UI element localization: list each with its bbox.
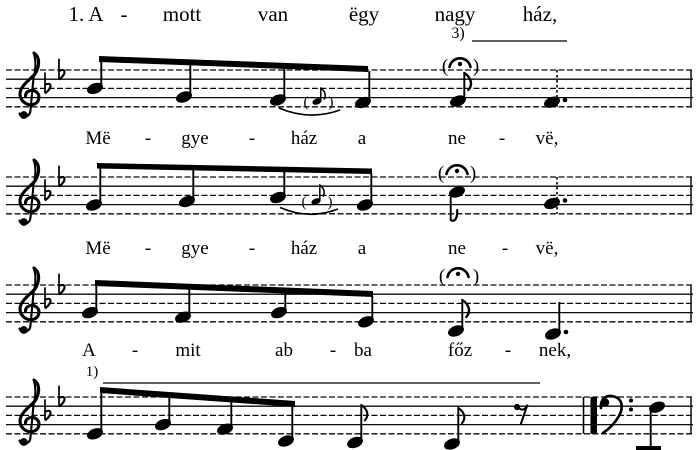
paren-glyph: ) (472, 266, 480, 287)
lyric-syllable: főz (447, 340, 473, 361)
paren-glyph: ( (441, 56, 449, 77)
cutoff-note-artifact (636, 446, 661, 450)
lyric-syllable: nek, (538, 340, 572, 361)
lyric-hyphen: - (504, 340, 512, 361)
footnote-marker-1: 1) (85, 364, 99, 380)
paren-glyph: ( (438, 266, 446, 287)
lyric-syllable: Më (85, 128, 111, 149)
lyric-syllable: Më (85, 238, 111, 259)
lyric-syllable: ab (275, 340, 293, 361)
lyric-hyphen: - (501, 238, 509, 259)
footnote-marker-3: 3) (451, 25, 465, 42)
lyric-hyphen: - (248, 128, 256, 149)
lyric-hyphen: - (144, 238, 152, 259)
bass-clef-icon (601, 396, 633, 433)
paren-glyph: ) (469, 163, 477, 184)
lyric-syllable: vë, (535, 238, 559, 259)
flat-sign-icon (59, 59, 65, 80)
eighth-flag (462, 300, 469, 317)
flat-sign-icon (59, 274, 65, 295)
lyric-syllable: ház, (522, 2, 558, 26)
grace-note-parenthesized (279, 88, 340, 115)
dotted-note-head (542, 196, 561, 212)
lyric-syllable: van (257, 2, 289, 26)
double-bar-thick (591, 397, 598, 434)
flat-sign-icon (45, 179, 51, 200)
flat-sign-icon (59, 166, 65, 187)
eighth-flag (464, 73, 471, 90)
beam (97, 163, 372, 174)
eighth-flag (451, 210, 458, 221)
lyric-syllable: vë, (535, 128, 559, 149)
lyric-syllable: ba (354, 340, 372, 361)
treble-clef-icon (20, 268, 39, 334)
paren-glyph: ( (303, 94, 309, 111)
lyric-hyphen: - (329, 340, 337, 361)
augmentation-dot (563, 198, 568, 203)
grace-note-parenthesized (280, 185, 338, 214)
lyric-syllable: ház (290, 128, 318, 149)
lyric-syllable: A (82, 340, 96, 361)
lyric-hyphen: - (144, 128, 152, 149)
lyric-syllable: nagy (434, 2, 476, 26)
flat-sign-icon (59, 386, 65, 407)
flat-sign-icon (45, 287, 51, 308)
staff-4 (6, 380, 693, 450)
lyric-hyphen: - (248, 238, 256, 259)
paren-glyph: ) (327, 194, 333, 211)
dotted-note-head (542, 94, 561, 110)
lyric-syllable: 1. A (68, 2, 104, 26)
lyric-hyphen: - (498, 128, 506, 149)
lyric-hyphen: - (131, 340, 139, 361)
lyric-syllable: a (357, 128, 367, 149)
flat-sign-icon (45, 399, 51, 420)
lyric-syllable: mott (162, 2, 202, 26)
lyric-syllable: gye (181, 238, 209, 259)
paren-glyph: ) (472, 56, 480, 77)
treble-clef-icon (20, 380, 39, 446)
staff-1 (6, 53, 693, 119)
lyric-syllable: mit (175, 340, 201, 361)
paren-glyph: ( (301, 194, 307, 211)
staff-3 (6, 266, 693, 342)
flat-sign-icon (45, 72, 51, 93)
fermata-icon (439, 266, 479, 287)
fermata-icon (442, 56, 479, 77)
paren-glyph: ( (437, 163, 445, 184)
lyric-syllable: ne (448, 128, 466, 149)
lyric-syllable: ne (448, 238, 466, 259)
treble-clef-icon (20, 160, 39, 226)
lyric-syllable: ház (290, 238, 318, 259)
lyric-syllable: gye (181, 128, 209, 149)
lyric-syllable: a (357, 238, 367, 259)
paren-glyph: ) (328, 94, 334, 111)
staff-2 (6, 160, 693, 226)
lyric-hyphen: - (120, 2, 128, 26)
lyric-syllable: ëgy (348, 2, 380, 26)
treble-clef-icon (20, 53, 39, 119)
fermata-icon (438, 163, 476, 184)
augmentation-dot (563, 98, 568, 103)
augmentation-dot (564, 330, 569, 335)
